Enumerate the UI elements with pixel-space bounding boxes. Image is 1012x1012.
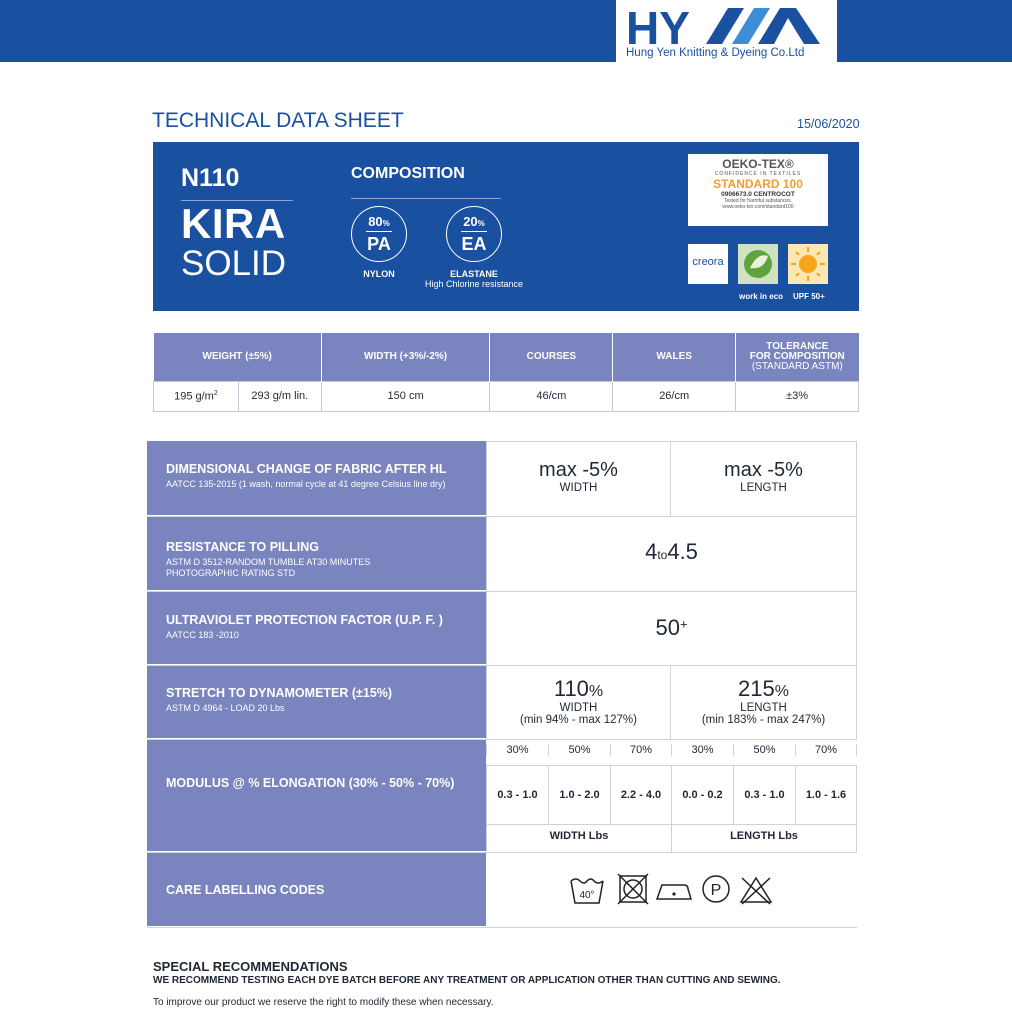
- no-tumble-dry-icon: [617, 873, 649, 905]
- stretch-width: 110% WIDTH (min 94% - max 127%): [486, 666, 671, 739]
- recommendations-text: WE RECOMMEND TESTING EACH DYE BATCH BEFORE ANY TREATMENT OR APPLICATION OTHER THAN CUTTING AND SEWING.: [153, 975, 781, 986]
- fiber-name: NYLON: [363, 269, 395, 279]
- test-method: AATCC 135-2015 (1 wash, normal cycle at 41 degree Celsius line dry): [166, 479, 446, 489]
- header-tolerance: TOLERANCE FOR COMPOSITION (STANDARD ASTM): [736, 333, 859, 381]
- test-title: DIMENSIONAL CHANGE OF FABRIC AFTER HL: [166, 462, 447, 476]
- sun-upf-icon: [788, 244, 828, 284]
- elongation-label: 50%: [548, 744, 610, 756]
- stretch-length: 215% LENGTH (min 183% - max 247%): [671, 666, 857, 739]
- company-name: Hung Yen Knitting & Dyeing Co.Ltd: [626, 47, 805, 59]
- oeko-tex-label: [688, 154, 828, 226]
- elongation-label: 30%: [671, 744, 733, 756]
- weight-gsm-value: 195 $g/m^2$: [154, 381, 239, 411]
- modulus-value: 1.0 - 1.6: [795, 766, 857, 824]
- header-width: WIDTH (+3%/-2%): [321, 333, 490, 381]
- upf-label: UPF 50+: [793, 292, 825, 301]
- test-row-pilling: [147, 517, 857, 592]
- test-label: [147, 666, 486, 739]
- composition-divider: [351, 198, 501, 199]
- leaf-eco-icon: [738, 244, 778, 284]
- document-date: 15/06/2020: [797, 117, 860, 131]
- modulus-width-label: WIDTH Lbs: [486, 825, 671, 853]
- uv-value: 50+: [486, 592, 857, 665]
- logo-letters: HY: [626, 4, 690, 48]
- product-variant: SOLID: [181, 244, 287, 283]
- dry-clean-letter: P: [710, 882, 722, 899]
- modulus-value: 0.3 - 1.0: [733, 766, 795, 824]
- elongation-label: 70%: [795, 744, 857, 756]
- courses-value: 46/cm: [490, 381, 613, 411]
- wash-temp: 40°: [579, 890, 595, 901]
- test-label: [147, 441, 486, 516]
- oeko-note: Tested for harmful substances.: [723, 198, 793, 204]
- header-weight: WEIGHT (±5%): [154, 333, 322, 381]
- fiber-nylon-badge: [351, 206, 407, 262]
- pilling-value: 4to4.5: [486, 517, 857, 591]
- wales-value: 26/cm: [613, 381, 736, 411]
- oeko-cert: 0906673.0 CENTROCOT: [721, 191, 795, 198]
- test-title: RESISTANCE TO PILLING: [166, 540, 320, 554]
- fiber-percent: 80%: [366, 215, 392, 232]
- modulus-value: 0.3 - 1.0: [486, 766, 548, 824]
- modulus-value: 2.2 - 4.0: [610, 766, 671, 824]
- oeko-url: www.oeko-tex.com/standard100: [722, 204, 794, 210]
- specs-table: [153, 333, 859, 412]
- header-bar: [0, 0, 1012, 62]
- elongation-label: 70%: [610, 744, 671, 756]
- test-label: [147, 517, 486, 591]
- modulus-length-label: LENGTH Lbs: [671, 825, 857, 853]
- test-row-modulus: [147, 740, 857, 853]
- modulus-value: 0.0 - 0.2: [671, 766, 733, 824]
- document-title: TECHNICAL DATA SHEET: [152, 109, 404, 132]
- elongation-label: 30%: [486, 744, 548, 756]
- fiber-abbr: PA: [367, 234, 391, 254]
- dimensional-length: max -5% LENGTH: [671, 441, 857, 516]
- dry-clean-p-icon: [700, 873, 732, 905]
- eco-label: work in eco: [739, 292, 784, 301]
- footer-note: To improve our product we reserve the right to modify these when necessary.: [153, 997, 494, 1008]
- wash-40-icon: [569, 875, 605, 907]
- oeko-standard: STANDARD 100: [713, 177, 803, 191]
- test-title: ULTRAVIOLET PROTECTION FACTOR (U.P. F. ): [166, 613, 443, 627]
- recommendations-title: SPECIAL RECOMMENDATIONS: [153, 959, 348, 974]
- test-label: [147, 853, 486, 927]
- care-symbols: [486, 853, 857, 927]
- weight-linear-value: 293 g/m lin.: [238, 381, 321, 411]
- test-row-stretch: [147, 666, 857, 740]
- elongation-label: 50%: [733, 744, 795, 756]
- test-title: STRETCH TO DYNAMOMETER (±15%): [166, 686, 393, 700]
- test-label: [147, 740, 486, 852]
- test-title: MODULUS @ % ELONGATION (30% - 50% - 70%): [166, 776, 455, 790]
- header-courses: COURSES: [490, 333, 613, 381]
- hy-logo-icon: [624, 4, 829, 48]
- test-row-dimensional: [147, 441, 857, 517]
- creora-text: creora: [692, 256, 724, 268]
- modulus-value: 1.0 - 2.0: [548, 766, 610, 824]
- creora-logo: [688, 244, 728, 284]
- no-bleach-icon: [739, 875, 773, 905]
- test-row-care: [147, 853, 857, 928]
- composition-title: COMPOSITION: [351, 165, 465, 182]
- product-code: N110: [181, 164, 240, 192]
- oeko-brand: OEKO-TEX®: [722, 157, 794, 171]
- test-row-uv: [147, 592, 857, 666]
- fiber-note: High Chlorine resistance: [424, 279, 524, 289]
- test-title: CARE LABELLING CODES: [166, 883, 325, 897]
- fiber-elastane-badge: [446, 206, 502, 262]
- fiber-name: ELASTANE: [450, 269, 498, 279]
- fiber-abbr: EA: [461, 234, 487, 254]
- test-method: AATCC 183 -2010: [166, 630, 239, 640]
- product-name: KIRA: [181, 200, 286, 247]
- dimensional-width: max -5% WIDTH: [486, 441, 671, 516]
- tolerance-value: ±3%: [736, 381, 859, 411]
- test-label: [147, 592, 486, 665]
- company-logo: [616, 0, 837, 62]
- iron-low-icon: [654, 879, 694, 903]
- test-method: ASTM D 3512-RANDOM TUMBLE AT30 MINUTES PHOTOGRAPHIC RATING STD: [166, 557, 371, 578]
- width-value: 150 cm: [321, 381, 490, 411]
- test-method: ASTM D 4964 - LOAD 20 Lbs: [166, 703, 285, 713]
- oeko-tagline: CONFIDENCE IN TEXTILES: [714, 171, 802, 177]
- fiber-percent: 20%: [461, 215, 487, 232]
- header-wales: WALES: [613, 333, 736, 381]
- product-hero: [153, 142, 859, 311]
